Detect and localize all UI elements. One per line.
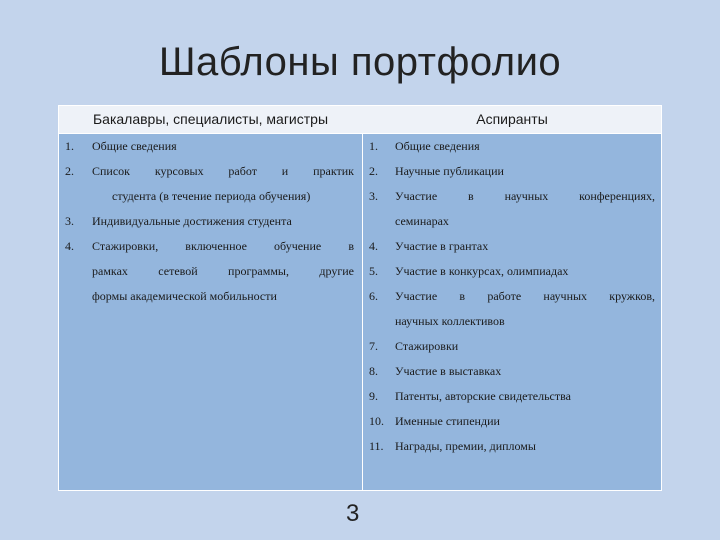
list-item <box>369 184 655 234</box>
list-item <box>369 434 655 459</box>
item-number: 1. <box>65 139 74 153</box>
item-text: Список курсовых работ и практик <box>92 164 354 178</box>
item-text: Награды, премии, дипломы <box>395 439 536 453</box>
postgraduates-column <box>363 134 661 490</box>
item-text: Участие в научных конференциях, <box>395 189 655 203</box>
list-item <box>369 259 655 284</box>
item-number: 3. <box>65 214 74 228</box>
list-item <box>369 359 655 384</box>
list-item <box>65 209 355 234</box>
item-text: формы академической мобильности <box>92 289 277 303</box>
item-text: Общие сведения <box>92 139 177 153</box>
header-bachelors: Бакалавры, специалисты, магистры <box>92 111 329 127</box>
bachelors-column <box>59 134 363 490</box>
page-number: 3 <box>346 500 360 527</box>
item-number: 8. <box>369 364 378 378</box>
item-text: научных коллективов <box>395 314 505 328</box>
item-text: Участие в конкурсах, олимпиадах <box>395 264 569 278</box>
item-number: 4. <box>369 239 378 253</box>
list-item <box>369 134 655 159</box>
item-text: Именные стипендии <box>395 414 500 428</box>
table-header <box>59 106 661 134</box>
list-item <box>369 334 655 359</box>
item-number: 3. <box>369 189 378 203</box>
item-number: 9. <box>369 389 378 403</box>
item-text: Стажировки <box>395 339 459 353</box>
item-text: Стажировки, включенное обучение в <box>92 239 354 253</box>
list-item <box>369 234 655 259</box>
item-text: Общие сведения <box>395 139 480 153</box>
header-postgraduates: Аспиранты <box>476 111 548 127</box>
item-text: семинарах <box>395 214 449 228</box>
item-number: 4. <box>65 239 74 253</box>
list-item <box>369 384 655 409</box>
portfolio-table <box>58 105 662 491</box>
item-text: Индивидуальные достижения студента <box>92 214 292 228</box>
item-number: 7. <box>369 339 378 353</box>
item-number: 11. <box>369 439 384 453</box>
item-number: 6. <box>369 289 378 303</box>
list-item <box>65 159 355 209</box>
item-text: Участие в выставках <box>395 364 502 378</box>
item-number: 5. <box>369 264 378 278</box>
item-text: Научные публикации <box>395 164 504 178</box>
slide-title: Шаблоны портфолио <box>158 40 562 84</box>
item-text: рамках сетевой программы, другие <box>92 264 354 278</box>
item-number: 10. <box>369 414 384 428</box>
list-item <box>65 134 355 159</box>
item-text: Патенты, авторские свидетельства <box>395 389 571 403</box>
item-number: 1. <box>369 139 378 153</box>
list-item <box>369 284 655 334</box>
item-text: студента (в течение периода обучения) <box>112 189 311 203</box>
item-number: 2. <box>369 164 378 178</box>
item-number: 2. <box>65 164 74 178</box>
list-item <box>369 409 655 434</box>
item-text: Участие в работе научных кружков, <box>395 289 655 303</box>
item-text: Участие в грантах <box>395 239 489 253</box>
list-item <box>369 159 655 184</box>
list-item <box>65 234 355 309</box>
